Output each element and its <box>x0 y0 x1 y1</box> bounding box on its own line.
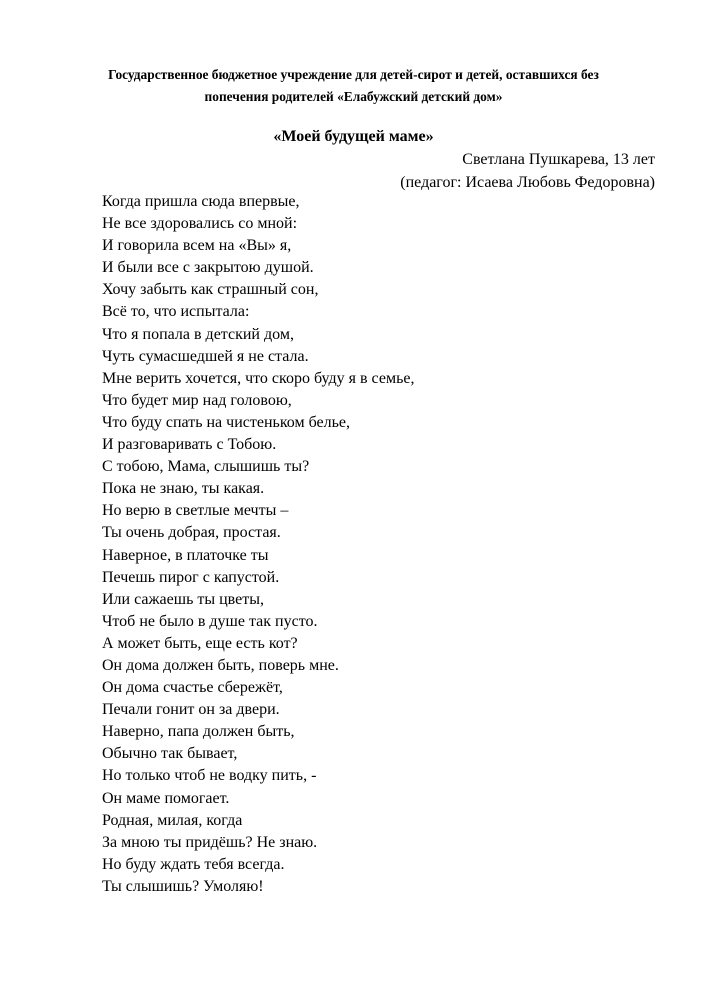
poem-line: Чтоб не было в душе так пусто. <box>102 612 318 630</box>
poem-line: Когда пришла сюда впервые, <box>102 193 300 210</box>
poem-line: Что буду спать на чистеньком белье, <box>102 413 351 431</box>
poem-title: «Моей будущей маме» <box>273 128 434 145</box>
poem-line: И говорила всем на «Вы» я, <box>102 237 292 255</box>
poem-body <box>102 191 414 898</box>
institution-header-line-2: попечения родителей «Елабужский детский дом» <box>204 89 503 104</box>
poem-line: Наверно, папа должен быть, <box>102 723 295 741</box>
poem-line: Не все здоровались со мной: <box>102 215 298 233</box>
poem-line: Что я попала в детский дом, <box>102 325 294 343</box>
poem-line: Пока не знаю, ты какая. <box>102 480 265 498</box>
poem-line: За мною ты придёшь? Не знаю. <box>102 833 318 851</box>
poem-line: Ты слышишь? Умоляю! <box>102 877 264 895</box>
institution-header-line-1: Государственное бюджетное учреждение для детей-сирот и детей, оставшихся без <box>108 67 599 82</box>
author-name: Светлана Пушкарева, 13 лет <box>462 151 655 168</box>
poem-line: Хочу забыть как страшный сон, <box>102 281 319 299</box>
poem-line: Он маме помогает. <box>102 789 230 807</box>
poem-line: Или сажаешь ты цветы, <box>102 590 264 608</box>
poem-line: Но буду ждать тебя всегда. <box>102 855 285 873</box>
poem-line: Обычно так бывает, <box>102 745 238 763</box>
poem-line: Но только чтоб не водку пить, - <box>102 767 317 785</box>
poem-line: С тобою, Мама, слышишь ты? <box>102 458 310 476</box>
poem-line: И были все с закрытою душой. <box>102 259 314 277</box>
poem-line: Печали гонит он за двери. <box>102 701 280 719</box>
poem-line: Он дома должен быть, поверь мне. <box>102 656 339 674</box>
poem-line: Что будет мир над головою, <box>102 391 292 409</box>
poem-line: И разговаривать с Тобою. <box>102 436 277 454</box>
poem-line: Наверное, в платочке ты <box>102 546 269 564</box>
poem-line: Но верю в светлые мечты – <box>102 502 289 520</box>
poem-line: Ты очень добрая, простая. <box>102 524 281 542</box>
teacher-name: (педагог: Исаева Любовь Федоровна) <box>400 174 655 191</box>
poem-line: Родная, милая, когда <box>102 811 243 829</box>
poem-line: Мне верить хочется, что скоро буду я в семье, <box>102 369 415 387</box>
institution-header <box>60 64 647 108</box>
poem-line: Всё то, что испытала: <box>102 303 250 321</box>
author-block <box>400 148 655 194</box>
poem-line: Печешь пирог с капустой. <box>102 568 280 586</box>
poem-line: Он дома счастье сбережёт, <box>102 679 283 697</box>
poem-line: Чуть сумасшедшей я не стала. <box>102 347 309 365</box>
poem-line: А может быть, еще есть кот? <box>102 634 298 652</box>
